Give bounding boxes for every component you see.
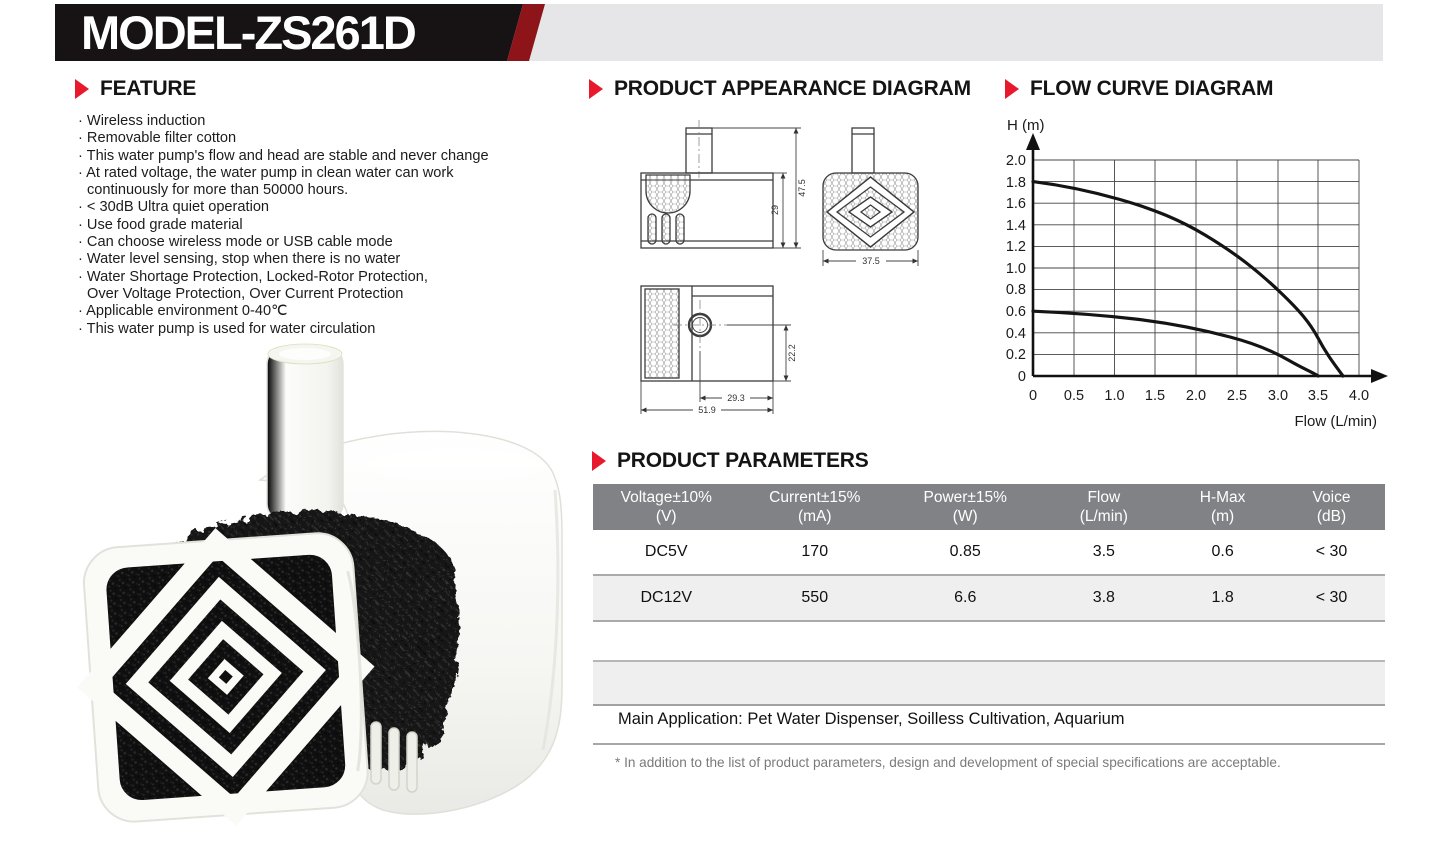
side-view-dimensions	[712, 128, 801, 248]
feature-item: · Wireless induction	[78, 113, 206, 129]
table-cell: 6.6	[954, 589, 977, 606]
front-view-drawing	[823, 128, 918, 250]
y-tick-label: 0.2	[1005, 347, 1026, 363]
curve-dc5v	[1033, 311, 1318, 376]
section-marker-icon	[1005, 79, 1019, 99]
table-header-row	[593, 484, 1385, 530]
y-tick-label: 2.0	[1005, 153, 1026, 169]
feature-item: · Use food grade material	[78, 216, 243, 233]
table-cell: 170	[801, 543, 829, 560]
dim-label: 51.9	[698, 405, 716, 415]
column-label: Voice	[1312, 489, 1351, 506]
y-tick-labels	[1006, 153, 1026, 385]
x-tick-label: 3.5	[1307, 388, 1329, 404]
y-axis-label: H (m)	[1007, 117, 1045, 134]
column-label: Voltage±10%	[620, 489, 712, 506]
flow-section-header	[1005, 77, 1273, 101]
x-axis-label: Flow (L/min)	[1294, 413, 1377, 430]
table-row	[593, 576, 1385, 622]
x-tick-label: 1.0	[1104, 388, 1125, 404]
y-tick-label: 1.2	[1005, 239, 1026, 255]
section-marker-icon	[75, 79, 89, 99]
column-label: Current±15%	[769, 489, 861, 506]
section-marker-icon	[589, 79, 603, 99]
y-tick-label: 0.8	[1005, 282, 1026, 298]
feature-list	[78, 113, 568, 338]
column-unit: (dB)	[1316, 508, 1347, 525]
footnote-text: * In addition to the list of product parameters, design and development of special specifications are acceptable.	[615, 755, 1281, 770]
flow-curve-chart	[995, 110, 1400, 440]
feature-item: · This water pump is used for water circulation	[78, 320, 376, 337]
chart-grid	[1033, 160, 1359, 376]
column-unit: (V)	[655, 508, 677, 525]
column-label: Flow	[1087, 489, 1121, 506]
footnote-divider	[593, 743, 1385, 745]
feature-item: · This water pump's flow and head are stable and never change	[78, 147, 489, 164]
feature-item: · At rated voltage, the water pump in clean water can work	[78, 164, 454, 181]
y-tick-label: 1.6	[1005, 196, 1026, 212]
column-header	[740, 484, 890, 530]
x-tick-label: 2.0	[1185, 388, 1207, 404]
column-header	[1167, 484, 1278, 530]
column-unit: (mA)	[797, 508, 832, 525]
feature-item: · < 30dB Ultra quiet operation	[78, 199, 270, 216]
y-tick-label: 1.4	[1005, 218, 1026, 234]
table-cell: 1.8	[1211, 589, 1234, 606]
model-title: MODEL-ZS261D	[81, 6, 415, 59]
flow-heading: FLOW CURVE DIAGRAM	[1030, 77, 1274, 100]
feature-item: · Water Shortage Protection, Locked-Rotor Protection,	[78, 268, 428, 285]
table-cell: 3.8	[1092, 589, 1115, 606]
feature-item: · Removable filter cotton	[78, 130, 237, 147]
appearance-technical-drawing	[615, 108, 995, 443]
parameters-table	[593, 484, 1385, 622]
table-row	[593, 530, 1385, 576]
appearance-section-header	[589, 77, 971, 101]
side-view-drawing	[641, 120, 773, 248]
column-unit: (L/min)	[1079, 508, 1128, 525]
table-cell: < 30	[1315, 589, 1348, 606]
table-cell: 0.85	[949, 543, 981, 560]
y-tick-label: 1.0	[1005, 261, 1026, 277]
dim-label: 47.5	[797, 179, 807, 197]
table-cell: < 30	[1315, 543, 1348, 560]
y-tick-label: 0	[1017, 369, 1026, 385]
column-header	[1040, 484, 1167, 530]
table-cell: 550	[801, 589, 829, 606]
column-header	[593, 484, 740, 530]
column-header	[1278, 484, 1385, 530]
table-cell: 0.6	[1211, 543, 1234, 560]
table-cell: DC5V	[644, 543, 688, 560]
top-view-drawing	[641, 286, 773, 381]
dim-label: 22.2	[787, 344, 797, 362]
feature-section-header	[75, 77, 196, 101]
x-tick-labels	[1029, 388, 1369, 404]
feature-item: · Can choose wireless mode or USB cable mode	[78, 234, 393, 251]
chart-axes	[1026, 133, 1388, 383]
feature-item-continuation: continuously for more than 50000 hours.	[87, 182, 349, 199]
photo-outlet-tube	[267, 344, 343, 520]
column-label: H-Max	[1199, 489, 1246, 506]
table-cell: 3.5	[1092, 543, 1115, 560]
product-photo	[55, 330, 590, 846]
y-tick-label: 0.6	[1005, 304, 1026, 320]
parameters-heading: PRODUCT PARAMETERS	[617, 449, 869, 472]
appearance-heading: PRODUCT APPEARANCE DIAGRAM	[614, 77, 971, 100]
y-tick-label: 1.8	[1005, 175, 1026, 191]
x-tick-label: 0.5	[1063, 388, 1085, 404]
x-tick-label: 0	[1028, 388, 1038, 404]
section-marker-icon	[592, 451, 606, 471]
photo-body-slots	[371, 722, 417, 792]
curve-dc12v	[1033, 182, 1343, 376]
feature-item: · Applicable environment 0-40℃	[78, 303, 288, 320]
title-banner	[55, 4, 1383, 61]
photo-front-grille	[82, 531, 371, 824]
column-unit: (m)	[1210, 508, 1235, 525]
table-cell: DC12V	[640, 589, 693, 606]
column-label: Power±15%	[923, 489, 1007, 506]
dim-label: 29.3	[727, 393, 745, 403]
empty-table-band	[593, 660, 1385, 706]
parameters-section-header	[592, 449, 869, 473]
x-tick-label: 2.5	[1226, 388, 1248, 404]
feature-heading: FEATURE	[100, 77, 197, 100]
main-application-text: Main Application: Pet Water Dispenser, Soilless Cultivation, Aquarium	[618, 710, 1125, 728]
dim-label: 37.5	[862, 256, 880, 266]
feature-item: · Water level sensing, stop when there is no water	[78, 251, 401, 268]
x-tick-label: 1.5	[1144, 388, 1166, 404]
y-tick-label: 0.4	[1005, 326, 1026, 342]
x-tick-label: 3.0	[1267, 388, 1289, 404]
column-header	[890, 484, 1040, 530]
dim-label: 29	[770, 204, 780, 216]
column-unit: (W)	[952, 508, 978, 525]
feature-item-continuation: Over Voltage Protection, Over Current Protection	[87, 285, 404, 302]
x-tick-label: 4.0	[1348, 388, 1370, 404]
